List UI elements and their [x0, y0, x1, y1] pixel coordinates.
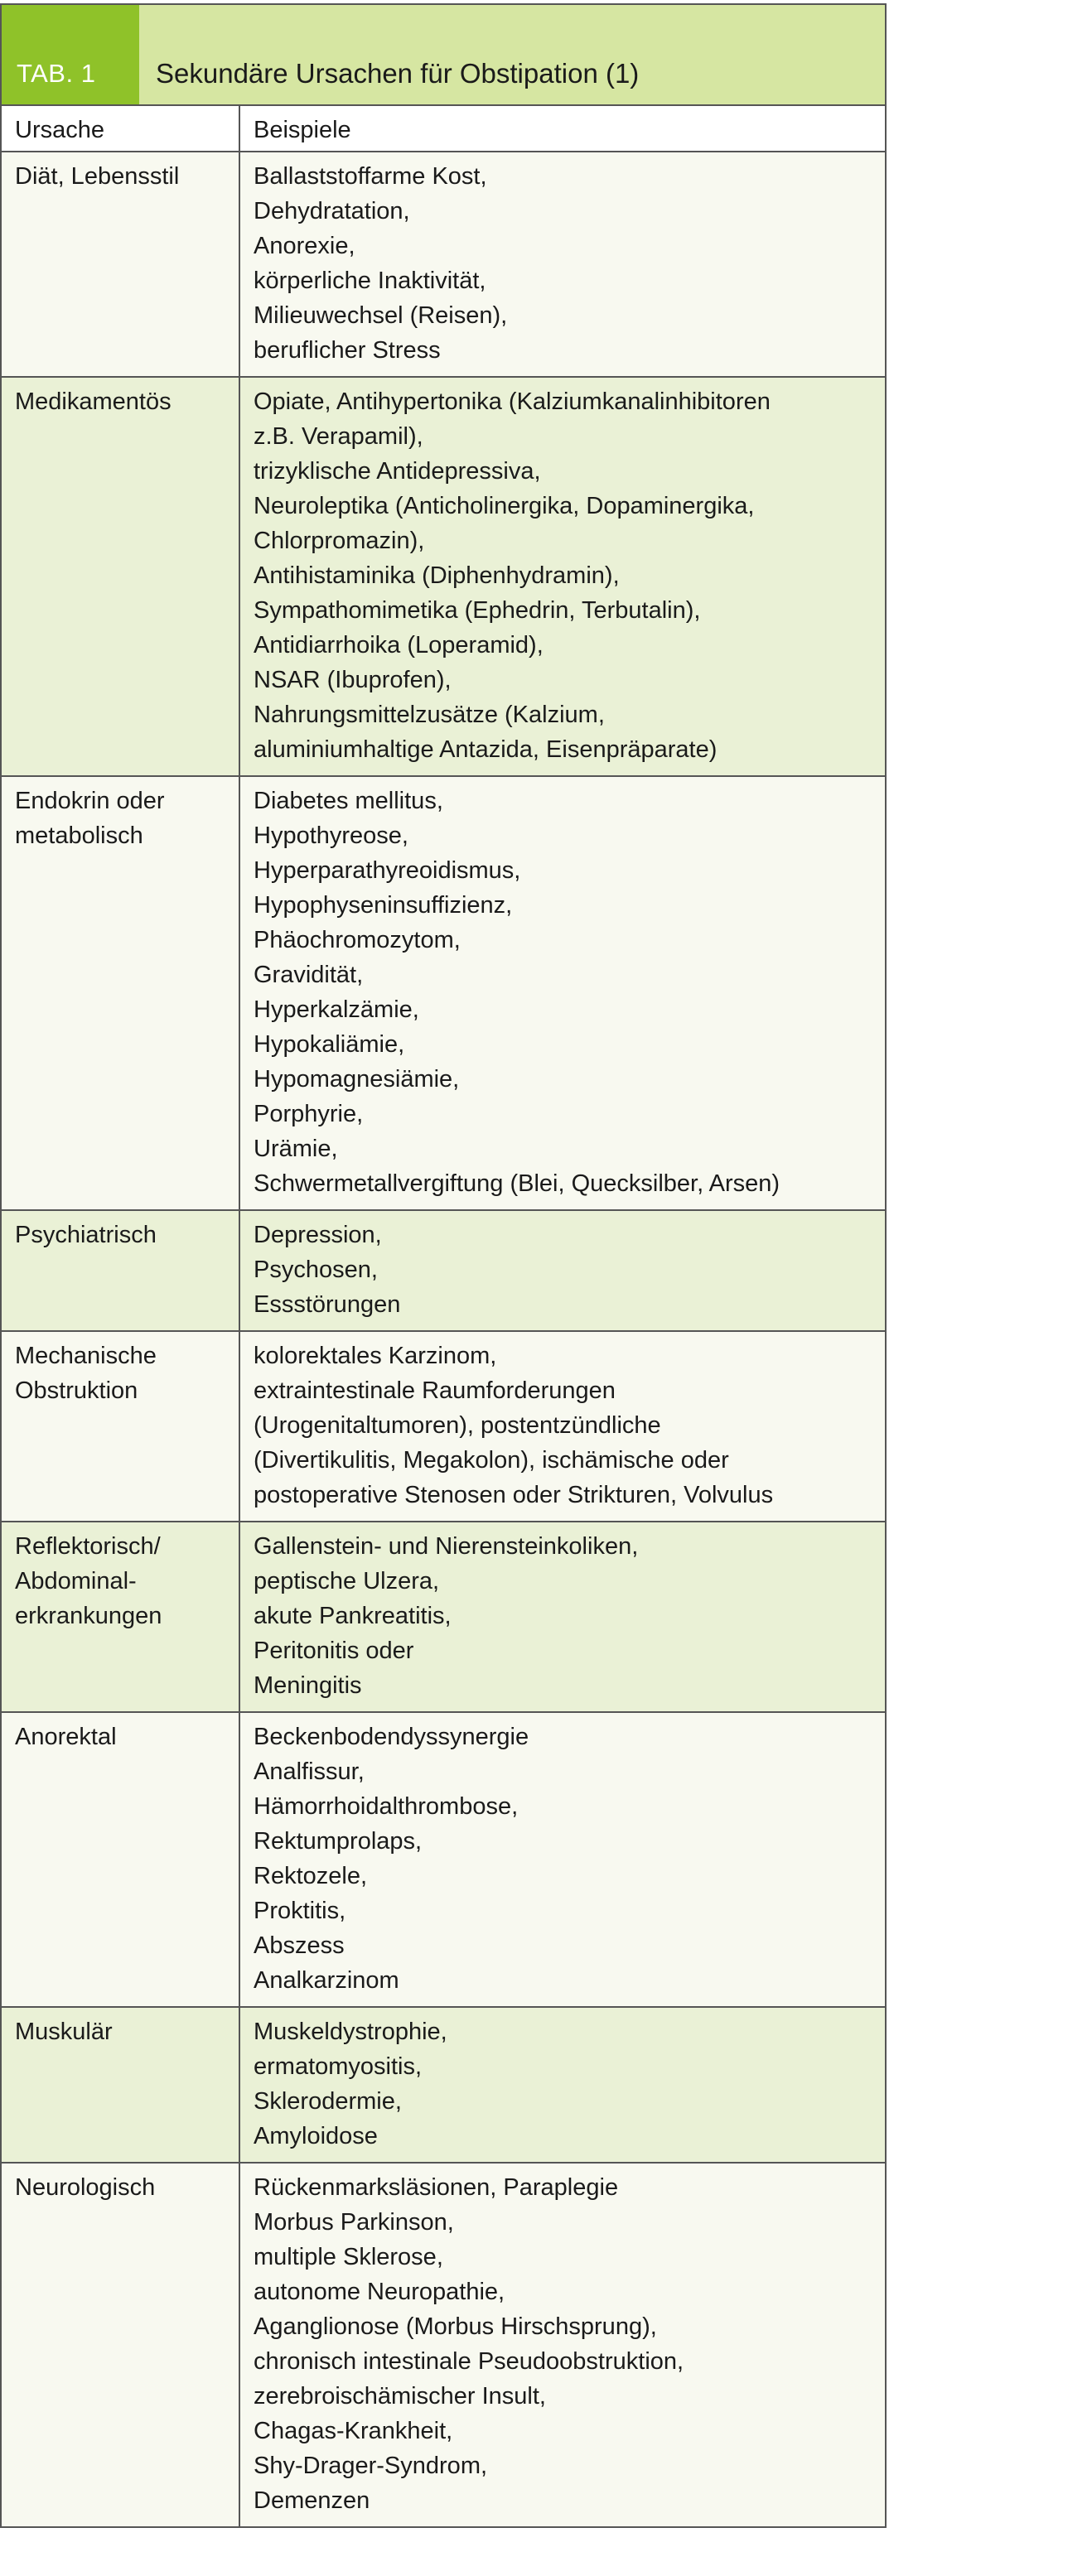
example-line: Diabetes mellitus,: [254, 788, 443, 814]
example-line: Shy-Drager-Syndrom,: [254, 2453, 488, 2479]
example-line: Phäochromozytom,: [254, 927, 461, 953]
table-row: [1, 2163, 886, 2527]
example-line: postoperative Stenosen oder Strikturen, Volvulus: [254, 1482, 774, 1508]
cause-text: Medikamentös: [15, 388, 172, 415]
examples-cell: [239, 1712, 886, 2007]
examples-cell: [239, 377, 886, 776]
example-line: Peritonitis oder: [254, 1638, 414, 1664]
example-line: Essstörungen: [254, 1291, 401, 1318]
cause-cell: [1, 1522, 239, 1712]
example-line: Hypophyseninsuffizienz,: [254, 892, 513, 919]
example-line: Amyloidose: [254, 2123, 378, 2149]
example-line: Schwermetallvergiftung (Blei, Quecksilber, Arsen): [254, 1170, 780, 1197]
cause-text: Anorektal: [15, 1724, 117, 1750]
example-line: Nahrungsmittelzusätze (Kalzium,: [254, 702, 605, 728]
examples-cell: [239, 2163, 886, 2527]
example-line: (Divertikulitis, Megakolon), ischämische oder: [254, 1447, 729, 1474]
example-line: zerebroischämischer Insult,: [254, 2383, 546, 2410]
example-line: Meningitis: [254, 1672, 362, 1699]
example-line: Depression,: [254, 1222, 382, 1248]
cause-cell: [1, 1712, 239, 2007]
example-line: Hypomagnesiämie,: [254, 1066, 460, 1093]
example-line: ermatomyositis,: [254, 2053, 423, 2080]
example-line: Gallenstein- und Nierensteinkoliken,: [254, 1533, 639, 1560]
example-line: peptische Ulzera,: [254, 1568, 440, 1594]
cause-text: Endokrin oder: [15, 788, 165, 814]
cause-text: Neurologisch: [15, 2174, 156, 2201]
example-line: Antidiarrhoika (Loperamid),: [254, 632, 544, 658]
cause-text: Abdominal-: [15, 1568, 137, 1594]
example-line: extraintestinale Raumforderungen: [254, 1377, 616, 1404]
example-line: Chlorpromazin),: [254, 528, 425, 554]
example-line: trizyklische Antidepressiva,: [254, 458, 541, 485]
example-line: Antihistaminika (Diphenhydramin),: [254, 562, 620, 589]
table-title-cell: [1, 4, 886, 105]
header-examples: Beispiele: [239, 105, 886, 152]
example-line: Analkarzinom: [254, 1967, 399, 1994]
cause-text: Mechanische: [15, 1343, 157, 1369]
example-line: chronisch intestinale Pseudoobstruktion,: [254, 2348, 684, 2375]
cause-text: erkrankungen: [15, 1603, 162, 1629]
example-line: Abszess: [254, 1932, 345, 1959]
cause-cell: [1, 377, 239, 776]
examples-cell: [239, 152, 886, 377]
examples-cell: [239, 776, 886, 1210]
example-line: Hypothyreose,: [254, 822, 408, 849]
table-row: [1, 1331, 886, 1522]
table-title-bar: [2, 5, 885, 104]
example-line: beruflicher Stress: [254, 337, 441, 364]
example-line: multiple Sklerose,: [254, 2244, 443, 2270]
example-line: autonome Neuropathie,: [254, 2279, 505, 2305]
example-line: körperliche Inaktivität,: [254, 268, 486, 294]
example-line: kolorektales Karzinom,: [254, 1343, 497, 1369]
cause-cell: [1, 2163, 239, 2527]
table-body: [1, 152, 886, 2527]
table-row: [1, 2007, 886, 2163]
cause-text: metabolisch: [15, 822, 143, 849]
example-line: Rektumprolaps,: [254, 1828, 423, 1855]
cause-text: Psychiatrisch: [15, 1222, 157, 1248]
cause-cell: [1, 152, 239, 377]
example-line: Ballaststoffarme Kost,: [254, 163, 487, 190]
example-line: Urämie,: [254, 1136, 338, 1162]
examples-cell: [239, 1210, 886, 1331]
table-row: [1, 377, 886, 776]
table-row: [1, 152, 886, 377]
example-line: Porphyrie,: [254, 1101, 364, 1127]
example-line: Proktitis,: [254, 1898, 346, 1924]
example-line: Muskeldystrophie,: [254, 2019, 447, 2045]
header-cause: Ursache: [1, 105, 239, 152]
example-line: Gravidität,: [254, 962, 364, 988]
example-line: Neuroleptika (Anticholinergika, Dopaminergika,: [254, 493, 755, 519]
example-line: Sympathomimetika (Ephedrin, Terbutalin),: [254, 597, 701, 624]
example-line: aluminiumhaltige Antazida, Eisenpräparate): [254, 736, 718, 763]
cause-text: Obstruktion: [15, 1377, 138, 1404]
example-line: z.B. Verapamil),: [254, 423, 423, 450]
cause-text: Diät, Lebensstil: [15, 163, 180, 190]
example-line: Rückenmarksläsionen, Paraplegie: [254, 2174, 619, 2201]
example-line: Rektozele,: [254, 1863, 368, 1889]
causes-table: [0, 3, 887, 2528]
example-line: Dehydratation,: [254, 198, 410, 224]
example-line: Opiate, Antihypertonika (Kalziumkanalinhibitoren: [254, 388, 771, 415]
example-line: Demenzen: [254, 2487, 370, 2514]
cause-cell: [1, 1210, 239, 1331]
example-line: Beckenbodendyssynergie: [254, 1724, 529, 1750]
table-row: [1, 776, 886, 1210]
cause-cell: [1, 2007, 239, 2163]
examples-cell: [239, 1522, 886, 1712]
example-line: Aganglionose (Morbus Hirschsprung),: [254, 2313, 657, 2340]
table-title-row: [1, 4, 886, 105]
table-row: [1, 1712, 886, 2007]
example-line: Hämorrhoidalthrombose,: [254, 1793, 519, 1820]
example-line: Chagas-Krankheit,: [254, 2418, 453, 2444]
examples-cell: [239, 1331, 886, 1522]
example-line: Hyperparathyreoidismus,: [254, 857, 521, 884]
example-line: Hyperkalzämie,: [254, 996, 419, 1023]
table-row: [1, 1522, 886, 1712]
example-line: Sklerodermie,: [254, 2088, 402, 2115]
example-line: Hypokaliämie,: [254, 1031, 405, 1058]
example-line: Milieuwechsel (Reisen),: [254, 302, 508, 329]
example-line: NSAR (Ibuprofen),: [254, 667, 452, 693]
example-line: Morbus Parkinson,: [254, 2209, 454, 2236]
example-line: akute Pankreatitis,: [254, 1603, 452, 1629]
examples-cell: [239, 2007, 886, 2163]
cause-cell: [1, 776, 239, 1210]
example-line: Psychosen,: [254, 1257, 378, 1283]
table-title: Sekundäre Ursachen für Obstipation (1): [139, 5, 885, 104]
table-row: [1, 1210, 886, 1331]
cause-text: Reflektorisch/: [15, 1533, 161, 1560]
table-header-row: [1, 105, 886, 152]
example-line: Anorexie,: [254, 233, 355, 259]
example-line: (Urogenitaltumoren), postentzündliche: [254, 1412, 661, 1439]
cause-cell: [1, 1331, 239, 1522]
table-tag: TAB. 1: [2, 5, 139, 104]
cause-text: Muskulär: [15, 2019, 113, 2045]
example-line: Analfissur,: [254, 1758, 365, 1785]
